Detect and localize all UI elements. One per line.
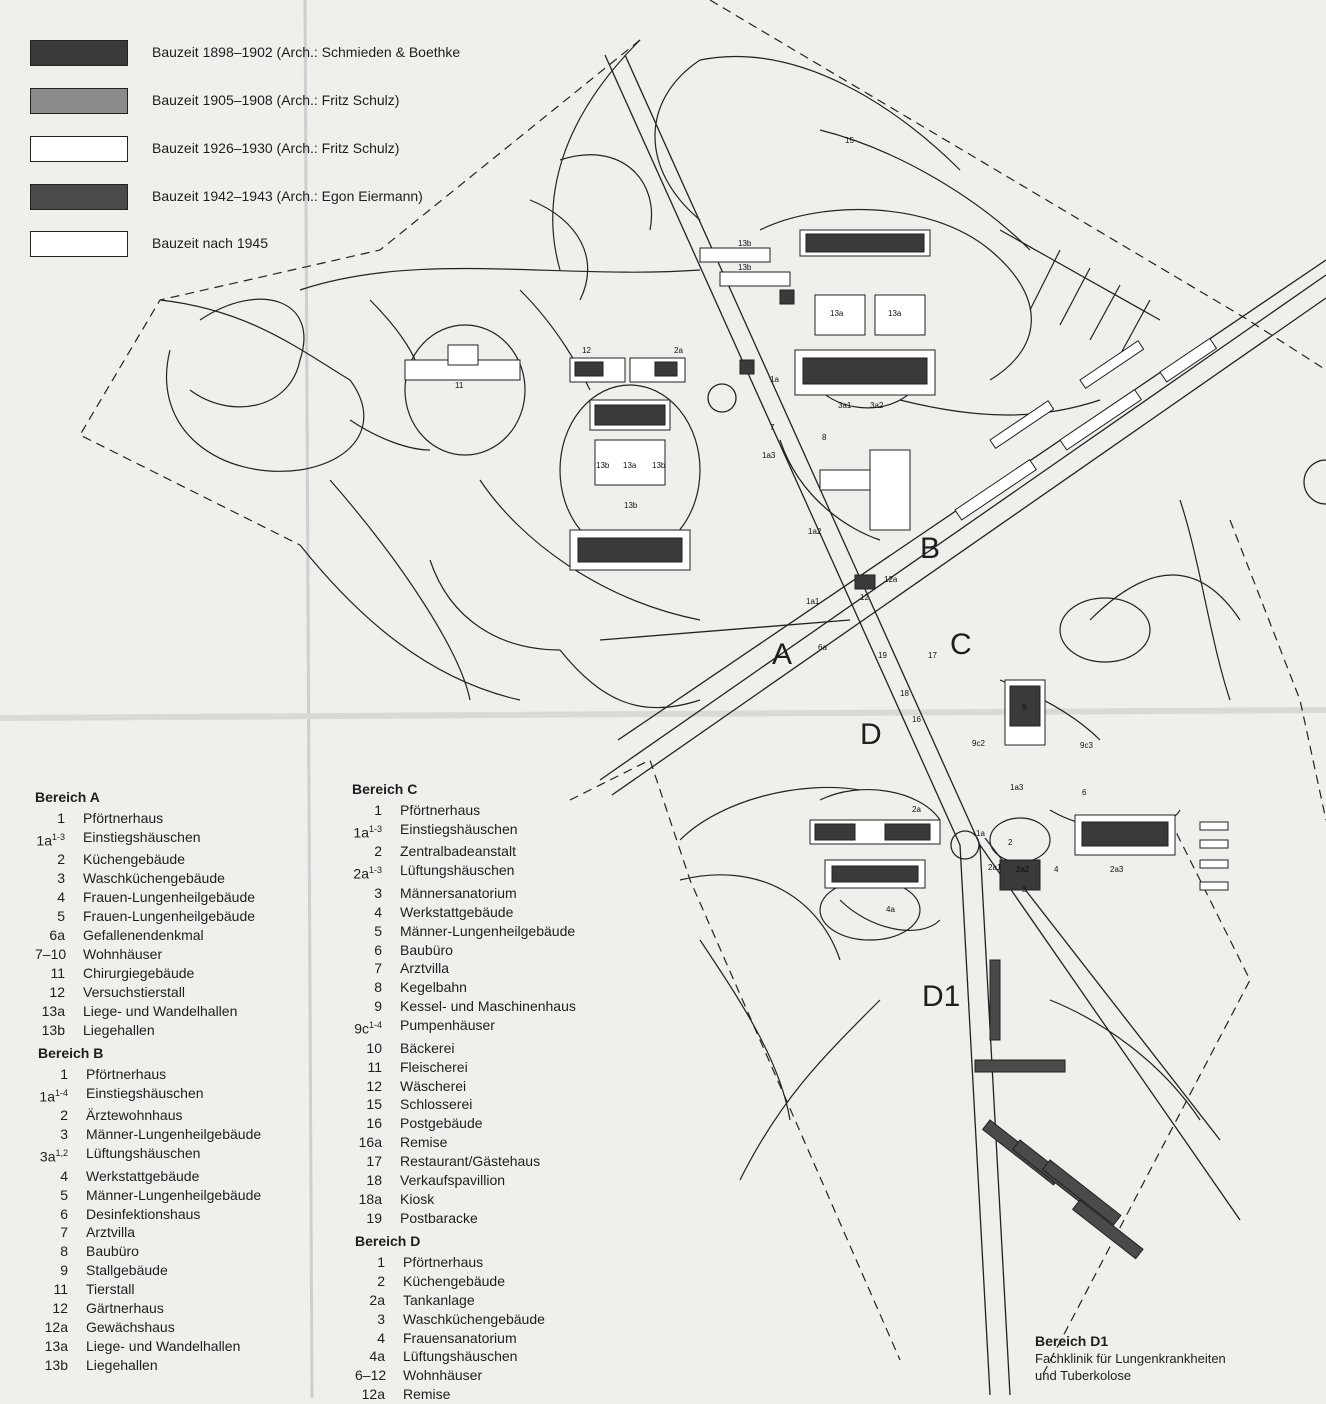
key-item (35, 964, 255, 983)
key-item-number: $1a^{1-3}$ (353, 823, 382, 841)
key-item (35, 869, 255, 888)
building-label: 3a1 (838, 401, 852, 410)
key-item (38, 1106, 261, 1125)
building-label: 1a (770, 375, 779, 384)
building-label: 2a2 (1016, 865, 1030, 874)
key-item (352, 1114, 576, 1133)
key-item (38, 1280, 261, 1299)
key-item-name: Kiosk (400, 1191, 435, 1207)
key-bereich-b (38, 1044, 261, 1375)
key-item-name: Pförtnerhaus (86, 1065, 167, 1082)
key-item-number: 12 (52, 1300, 68, 1317)
key-item-name: Männer-Lungenheilgebäude (400, 922, 576, 939)
key-item (35, 888, 255, 907)
edge-mark-icon (1304, 460, 1326, 504)
park-paths-b (700, 57, 1160, 540)
key-item (35, 809, 255, 828)
building-label: 1a3 (762, 451, 776, 460)
key-item-name: Pförtnerhaus (83, 809, 164, 826)
legend-label: Bauzeit 1926–1930 (Arch.: Fritz Schulz) (152, 140, 400, 156)
key-item-name: Einstiegshäuschen (400, 820, 518, 837)
key-item (355, 1253, 545, 1272)
key-item-number: 2a (369, 1291, 385, 1308)
key-item-name: Ärztewohnhaus (86, 1107, 183, 1124)
building-label: 13b (596, 461, 610, 470)
key-item-number: 6a (49, 927, 65, 943)
building-label: 1a3 (1010, 783, 1024, 792)
key-item-name: Lüftungshäuschen (403, 1348, 518, 1365)
key-item (352, 842, 576, 861)
key-item (352, 884, 576, 903)
key-text: Fachklinik für Lungenkrankheiten (1035, 1351, 1226, 1366)
key-item-name: Männer-Lungenheilgebäude (86, 1126, 262, 1143)
legend-swatch (30, 40, 128, 66)
building-label: 13b (738, 239, 752, 248)
site-boundary (570, 760, 900, 1360)
building-label: 12 (582, 346, 591, 355)
key-item-name: Waschküchengebäude (403, 1310, 545, 1327)
key-item-number: 12 (49, 983, 65, 1000)
buildings-d (810, 820, 940, 888)
key-item (355, 1366, 545, 1385)
key-item-number: 6 (60, 1205, 68, 1222)
fold-line (305, 0, 312, 1398)
legend-label: Bauzeit nach 1945 (152, 235, 268, 251)
key-item (38, 1242, 261, 1261)
key-item-number: 11 (367, 1058, 382, 1075)
key-item (35, 1021, 255, 1040)
key-item (35, 828, 255, 851)
key-item-name: Liegehallen (86, 1356, 158, 1373)
key-item-number: 4a (369, 1348, 385, 1365)
key-item-name: Tierstall (86, 1281, 135, 1298)
legend-label: Bauzeit 1898–1902 (Arch.: Schmieden & Boethke (152, 44, 461, 60)
key-item (35, 945, 255, 964)
key-item-name: Bäckerei (400, 1039, 455, 1056)
building-label: 13b (738, 263, 752, 272)
key-item-number: 4 (57, 889, 65, 906)
key-item (38, 1356, 261, 1375)
key-item-number: 13a (44, 1337, 68, 1354)
key-item (38, 1205, 261, 1224)
key-item-name: Wäscherei (400, 1077, 467, 1094)
key-item-number: 9 (374, 998, 382, 1015)
building-label: 13b (624, 501, 638, 510)
key-item-name: Küchengebäude (403, 1272, 505, 1289)
key-item (35, 907, 255, 926)
key-item-number: 7 (374, 960, 382, 977)
site-boundary (80, 40, 640, 545)
key-item-number: 4 (374, 903, 382, 920)
key-item-name: Chirurgiegebäude (83, 964, 195, 981)
key-item-name: Gefallenendenkmal (83, 927, 204, 943)
building-label: 9c2 (972, 739, 985, 748)
key-item (352, 1077, 576, 1096)
key-item-number: 11 (53, 1281, 68, 1298)
building-label: 2a3 (1110, 865, 1124, 874)
key-item (352, 922, 576, 941)
key-item-name: Männersanatorium (400, 884, 517, 901)
key-item-number: 18 (366, 1172, 382, 1189)
key-item (355, 1272, 545, 1291)
area-label-c: C (950, 628, 972, 661)
key-item (355, 1385, 545, 1404)
key-item-number: 7 (60, 1224, 68, 1241)
key-item (38, 1299, 261, 1318)
key-item (38, 1318, 261, 1337)
key-item-number: 11 (50, 964, 65, 981)
key-item-name: Frauen-Lungenheilgebäude (83, 908, 256, 925)
key-item (38, 1144, 261, 1167)
key-title: Bereich B (38, 1045, 104, 1061)
key-item (352, 820, 576, 843)
key-item-name: Gärtnerhaus (86, 1300, 164, 1317)
key-item-name: Stallgebäude (86, 1262, 168, 1279)
key-item (352, 997, 576, 1016)
building-label: 13b (652, 461, 666, 470)
key-item-name: Werkstattgebäude (86, 1167, 200, 1184)
key-item (352, 1016, 576, 1039)
area-label-b: B (920, 532, 941, 565)
key-item-name: Kessel- und Maschinenhaus (400, 998, 576, 1015)
key-item-number: 3 (377, 1310, 385, 1327)
key-item (352, 941, 576, 960)
key-item-name: Zentralbadeanstalt (400, 843, 516, 860)
key-item (352, 801, 576, 820)
key-item-name: Verkaufspavillion (400, 1172, 506, 1189)
key-item-name: Gewächshaus (86, 1319, 175, 1335)
building-label: 6a (818, 643, 827, 652)
key-item-number: 12a (44, 1319, 68, 1335)
site-boundary (710, 0, 1326, 370)
key-title: Bereich D (355, 1233, 421, 1249)
building-label: 1a2 (808, 527, 822, 536)
key-item-name: Schlosserei (400, 1096, 473, 1113)
key-item (352, 959, 576, 978)
building-label: 13a (830, 309, 844, 318)
key-item-number: 8 (374, 979, 382, 996)
area-label-a: A (772, 638, 793, 671)
building-label: 19 (878, 651, 887, 660)
junction-circle (951, 831, 979, 859)
key-item (352, 1190, 576, 1209)
building-label: 9c3 (1080, 741, 1093, 750)
building-label: 17 (928, 651, 937, 660)
key-item-name: Lüftungshäuschen (400, 862, 515, 879)
key-text: und Tuberkolose (1035, 1368, 1132, 1383)
key-item (38, 1065, 261, 1084)
key-item-number: 2 (57, 851, 65, 868)
key-item-number: 9 (60, 1262, 68, 1279)
key-item-number: $2a^{1-3}$ (353, 865, 382, 882)
key-title: Bereich A (35, 789, 100, 805)
key-item-number: 6–12 (355, 1367, 387, 1384)
building-label: 15 (845, 136, 854, 145)
key-item-name: Remise (403, 1386, 451, 1403)
key-item-name: Pförtnerhaus (400, 801, 481, 818)
key-bereich-d (355, 1232, 545, 1404)
key-item (38, 1084, 261, 1107)
building-label: 3a2 (870, 401, 884, 410)
key-item (352, 903, 576, 922)
key-item-number: 2 (374, 843, 382, 860)
key-item-name: Wohnhäuser (403, 1367, 483, 1384)
key-item (38, 1125, 261, 1144)
key-item-number: 2 (60, 1107, 68, 1124)
key-item-name: Küchengebäude (83, 851, 185, 868)
building-label: 11 (455, 381, 464, 390)
key-item-name: Baubüro (86, 1243, 139, 1260)
key-item-name: Baubüro (400, 941, 453, 958)
key-item-name: Kegelbahn (400, 979, 467, 996)
key-title: Bereich D1 (1035, 1333, 1109, 1349)
key-item-number: 1 (60, 1065, 68, 1082)
key-item-name: Tankanlage (403, 1291, 475, 1308)
key-item (352, 1133, 576, 1152)
key-item (35, 983, 255, 1002)
key-item-number: 12 (366, 1077, 382, 1094)
key-item-number: $3a^{1,2}$ (39, 1148, 68, 1165)
key-item (355, 1291, 545, 1310)
key-item-number: 8 (60, 1243, 68, 1260)
key-item (355, 1347, 545, 1366)
key-item-number: 16 (366, 1115, 382, 1132)
building-label: 12 (860, 593, 869, 602)
building-label: 9 (1022, 703, 1027, 712)
key-item-name: Fleischerei (400, 1058, 468, 1075)
key-item-number: 13a (41, 1002, 65, 1019)
key-item (35, 926, 255, 945)
legend-swatch (30, 88, 128, 114)
building-label: 16 (912, 715, 921, 724)
key-item (38, 1261, 261, 1280)
building-label: 8 (822, 433, 827, 442)
building-label: 13a (888, 309, 902, 318)
building-label: 4 (1054, 865, 1059, 874)
key-item-name: Männer-Lungenheilgebäude (86, 1186, 262, 1203)
key-item-name: Restaurant/Gästehaus (400, 1153, 541, 1170)
key-item-name: Wohnhäuser (83, 945, 163, 962)
key-item-number: 19 (366, 1209, 382, 1226)
key-item (352, 1039, 576, 1058)
key-item (35, 1002, 255, 1021)
key-item-number: 7–10 (35, 945, 67, 962)
building-label: 18 (900, 689, 909, 698)
key-item (352, 861, 576, 884)
key-item-name: Lüftungshäuschen (86, 1145, 201, 1162)
key-item (352, 1152, 576, 1171)
building-label: 2 (1008, 838, 1013, 847)
key-bereich-c (352, 780, 576, 1228)
key-item (352, 1209, 576, 1228)
key-item-name: Versuchstierstall (83, 983, 185, 1000)
key-item-name: Pförtnerhaus (403, 1253, 484, 1270)
key-item-number: 6 (374, 941, 382, 958)
key-item (38, 1337, 261, 1356)
key-item-number: 2 (377, 1272, 385, 1289)
key-bereich-a (35, 788, 255, 1039)
area-label-d: D (860, 718, 882, 751)
key-item-number: 16a (358, 1134, 382, 1151)
key-item-number: 15 (366, 1096, 382, 1113)
building-label: 2a (674, 346, 683, 355)
key-item-name: Postgebäude (400, 1115, 483, 1132)
key-item (38, 1223, 261, 1242)
legend-label: Bauzeit 1942–1943 (Arch.: Egon Eiermann) (152, 188, 423, 204)
key-item (352, 1058, 576, 1077)
key-item-number: 10 (366, 1039, 382, 1056)
key-item-name: Arztvilla (400, 960, 450, 977)
building-label: 2a1 (988, 863, 1002, 872)
key-item-name: Pumpenhäuser (400, 1017, 495, 1034)
building-label: 1a1 (806, 597, 820, 606)
key-item-number: 3 (57, 870, 65, 887)
building-label: 4a (886, 905, 895, 914)
key-item-number: 17 (366, 1153, 382, 1170)
key-item-name: Liege- und Wandelhallen (86, 1337, 241, 1354)
key-item-name: Remise (400, 1134, 448, 1151)
key-item-number: 18a (358, 1191, 382, 1207)
building-label: 7 (770, 423, 775, 432)
key-item (352, 1095, 576, 1114)
building-label: 1a (976, 829, 985, 838)
key-item-number: 5 (57, 908, 65, 925)
key-item-number: 13b (41, 1021, 65, 1038)
key-item-number: 5 (60, 1186, 68, 1203)
key-item-number: 1 (377, 1253, 385, 1270)
site-boundary (1230, 520, 1326, 820)
key-item (355, 1329, 545, 1348)
key-item-number: 13b (44, 1356, 68, 1373)
key-item-name: Einstiegshäuschen (86, 1084, 204, 1101)
key-item-number: 4 (377, 1329, 385, 1346)
rail-side-buildings (955, 338, 1216, 520)
key-item-number: 3 (374, 884, 382, 901)
area-label-d1: D1 (922, 980, 961, 1013)
key-item-number: $1a^{1-4}$ (39, 1087, 68, 1105)
key-item-number: $9c^{1-4}$ (354, 1020, 382, 1037)
key-item-name: Arztvilla (86, 1224, 136, 1241)
key-item (352, 1171, 576, 1190)
key-item (352, 978, 576, 997)
key-item-number: 4 (60, 1167, 68, 1184)
legend-swatch (30, 184, 128, 210)
key-item-number: 3 (60, 1126, 68, 1143)
junction-circle (708, 384, 736, 412)
key-bereich-d1 (1035, 1333, 1226, 1384)
key-item-name: Waschküchengebäude (83, 870, 225, 887)
key-item-number: 5 (374, 922, 382, 939)
key-item-number: 12a (361, 1386, 385, 1403)
key-item-name: Frauen-Lungenheilgebäude (83, 889, 256, 906)
legend-swatch (30, 136, 128, 162)
key-item-name: Einstiegshäuschen (83, 828, 201, 845)
key-item-number: $1a^{1-3}$ (36, 831, 65, 849)
key-title: Bereich C (352, 781, 418, 797)
fold-line (0, 710, 1326, 718)
building-label: 3 (1022, 885, 1027, 894)
key-item (38, 1186, 261, 1205)
key-item (38, 1167, 261, 1186)
key-item-number: 1 (374, 801, 382, 818)
key-item-name: Liegehallen (83, 1021, 155, 1038)
key-item-name: Desinfektionshaus (86, 1205, 201, 1222)
legend-swatch (30, 231, 128, 257)
site-boundary (1040, 820, 1250, 1380)
key-item-name: Werkstattgebäude (400, 903, 514, 920)
key-item-name: Postbaracke (400, 1209, 478, 1226)
buildings-a (405, 248, 794, 570)
key-item-number: 1 (57, 809, 65, 826)
key-item (355, 1310, 545, 1329)
legend-label: Bauzeit 1905–1908 (Arch.: Fritz Schulz) (152, 92, 400, 108)
key-item-name: Frauensanatorium (403, 1329, 517, 1346)
key-item (35, 850, 255, 869)
building-label: 13a (623, 461, 637, 470)
building-label: 6 (1082, 788, 1087, 797)
building-label: 12a (884, 575, 898, 584)
key-item-name: Liege- und Wandelhallen (83, 1002, 238, 1019)
building-label: 2a (912, 805, 921, 814)
